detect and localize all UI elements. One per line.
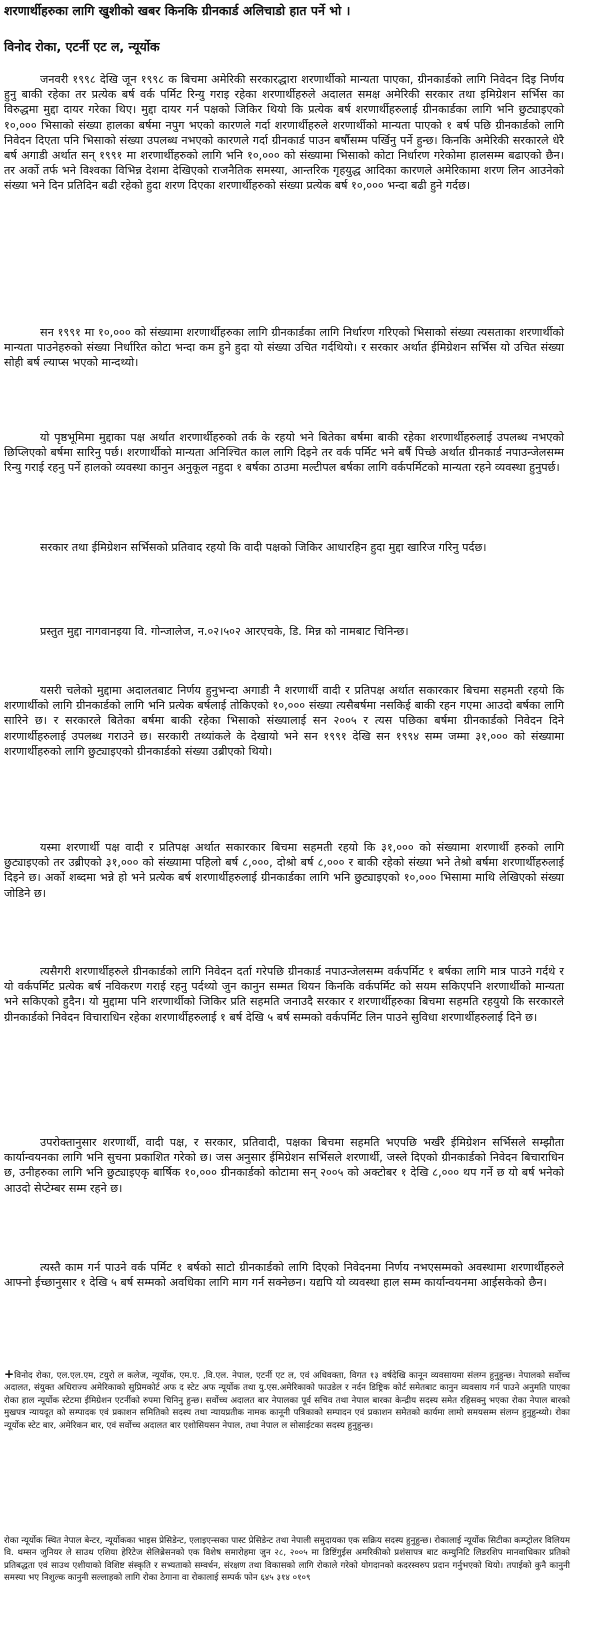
footnote-marker: +: [4, 1367, 15, 1381]
paragraph-8: त्यसैगरी शरणार्थीहरुले ग्रीनकार्डको लागि निवेदन दर्ता गरेपछि ग्रीनकार्ड नपाउन्जेलसम्म वर्कपर्मिट १ बर्षका लागि मात्र पाउने गर्दथे र यो वर्कपर्मिट प्रत्येक बर्ष नविकरण गराई रहनु पर्दथ्यो जुन कानुन सम्मत थियन किनकि वर्कपर्मिट को सयम सकिएपनि शरणार्थीको मान्यता भने सकिएको हुदैन। यो मुद्दामा पनि शरणार्थीको जिकिर प्रति सहमति जनाउदै सरकार र शरणार्थीहरुका बिचमा सहमति रहयुयो कि सरकारले ग्रीनकार्डको निवेदन विचाराधिन रहेका शरणार्थीहरुलाई १ बर्ष देखि ५ बर्ष सम्मको वर्कपर्मिट लिन पाउने सुविधा शरणार्थीहरुलाई दिने छ।: [4, 965, 564, 1024]
paragraph-2: सन १९९१ मा १०,००० को संख्यामा शरणार्थीहरुका लागि ग्रीनकार्डका लागि निर्धारण गरिएको भिसाको संख्या त्यसताका शरणार्थीको मान्यता पाउनेहरुको संख्या निर्धारित कोटा भन्दा कम हुने हुदा यो संख्या उचित गर्दथियो। र सरकार अर्थात ईमिग्रेशन सर्भिस यो उचित संख्या सोही बर्ष ल्याप्स भएको मान्दथ्यो।: [4, 326, 564, 370]
paragraph-1: जनवरी १९९८ देखि जून १९९८ क बिचमा अमेरिकी सरकारद्धारा शरणार्थीको मान्यता पाएका, ग्रीनकार्डको लागि निवेदन दिइ निर्णय हुनु बाकी रहेका तर प्रत्येक बर्ष वर्क पर्मिट रिन्यु गराइ रहेका शरणार्थीहरुले अदालत समक्ष अमेरिकी सरकार तथा इमिग्रेशन सर्भिस का विरुद्धमा मुद्दा दायर गरेका थिए। मुद्दा दायर गर्न पक्षको जिकिर थियो कि प्रत्येक बर्ष शरणार्थीहरुलाई ग्रीनकार्डका लागि भनि छुट्याइएको १०,००० भिसाको संख्या हालका बर्षमा नपुग भएको कारणले गर्दा शरणार्थीहरुले शरणार्थीको मान्यता पाएको १ बर्ष पछि ग्रीनकार्डको लागि निवेदन दिएता पनि भिसाको संख्या उपलब्ध नभएको कारणले गर्दा ग्रीनकार्ड पाउन बर्षौसम्म पर्खिनु पर्ने हुन्छ। किनकि अमेरिकी सरकारले धेरै बर्ष अगाडी अर्थात सन् १९९१ मा शरणार्थीहरुको लागि भनि १०,००० को संख्यामा भिसाको कोटा निर्धारण गरेकोमा हालसम्म बढाएको छैन। तर अर्को तर्फ भने विश्वका विभिन्न देशमा देखिएको राजनैतिक समस्या, आन्तरिक गृहयुद्ध आदिका कारणले अमेरिकामा शरण लिन आउनेको संख्या भने दिन प्रतिदिन बढी रहेको हुदा शरण दिएका शरणार्थीहरुको संख्या प्रत्येक बर्ष १०,००० भन्दा बढी हुने गर्दछ।: [4, 73, 564, 193]
paragraph-7: यस्मा शरणार्थी पक्ष वादी र प्रतिपक्ष अर्थात सकारकार बिचमा सहमती रहयो कि ३१,००० को संख्यामा शरणार्थी हरुको लागि छुट्याइएको तर उब्रीएको ३१,००० को संख्यामा पहिलो बर्ष ८,०००, दोश्रो बर्ष ८,००० र बाकी रहेको संख्या भने तेश्रो बर्षमा शरणार्थीहरुलाई दिइने छ। अर्को शब्दमा भन्ने हो भने प्रत्येक बर्ष शरणार्थीहरुलाई ग्रीनकार्डका लागि भनि छुट्याइएको १०,००० भिसामा माथि लेखिएको संख्या जोडिने छ।: [4, 841, 564, 900]
paragraph-5: प्रस्तुत मुद्दा नागवानइया वि. गोन्जालेज, न.०२।५०२ आरएचके, डि. मिन्न को नामबाट चिनिन्छ।: [40, 625, 409, 638]
paragraph-6: यसरी चलेको मुद्दामा अदालतबाट निर्णय हुनुभन्दा अगाडी नै शरणार्थी वादी र प्रतिपक्ष अर्थात सकारकार बिचमा सहमती रहयो कि शरणार्थीको लागि ग्रीनकार्डको लागि भनि प्रत्येक बर्षलाई तोकिएको १०,००० संख्या त्यसैबर्षमा नसकिई बाकी रहन गएमा आउदो बर्षका लागि सारिने छ। र सरकारले बितेका बर्षमा बाकी रहेका भिसाको संख्यालाई सन २००५ र त्यस पछिका बर्षमा ग्रीनकार्डको निवेदन दिने शरणार्थीहरुलाई उपलब्ध गराउने छ। सरकारी तथ्यांकले के देखायो भने सन १९९१ देखि सन १९९४ सम्म जम्मा ३१,००० को संख्यामा शरणार्थीहरुको लागि छुट्याइएको ग्रीनकार्डको संख्या उब्रीएको थियो।: [4, 684, 564, 758]
paragraph-9: उपरोक्तानुसार शरणार्थी, वादी पक्ष, र सरकार, प्रतिवादी, पक्षका बिचमा सहमति भएपछि भर्खरै ईमिग्रेशन सर्भिसले सम्झौता कार्यान्वयनका लागि भनि सुचना प्रकाशित गरेको छ। जस अनुसार ईमिग्रेशन सर्भिसले शरणार्थी, जस्ले दिएको ग्रीनकार्डको निवेदन बिचाराधिन छ, उनीहरुका लागि भनि छुट्याइएकृ बार्षिक १०,००० ग्रीनकार्डको कोटामा सन् २००५ को अक्टोबर १ देखि ८,००० थप गर्ने छ यो बर्ष भनेको आउदो सेप्टेम्बर सम्म रहने छ।: [4, 1136, 564, 1195]
footnote-author-bio: [4, 1368, 570, 1432]
paragraph-10: त्यस्तै काम गर्न पाउने वर्क पर्मिट १ बर्षको साटो ग्रीनकार्डको लागि दिएको निवेदनमा निर्णय नभएसम्मको अवस्थामा शरणार्थीहरुले आफ्नो ईच्छानुसार १ देखि ५ बर्ष सम्मको अवधिका लागि माग गर्न सक्नेछन। यद्यपि यो व्यवस्था हाल सम्म कार्यान्वयनमा आईसकेको छैन।: [4, 1261, 564, 1290]
footnote-text-2: रोका न्यूर्योक स्थित नेपाल बेन्टर, न्यूर्योकका भाइस प्रेसिडेन्ट, एलाइएन्सका पास्ट प्रेसिडेन्ट तथा नेपाली समुदायका एक सक्रिय सदस्य हुनुहुन्छ। रोकालाई न्यूर्योक सिटीका कम्प्ट्रोलर विलियम वि. थम्सन जुनियर ले साउथ एशिया हेरिटेज सेलिब्रेसनको एक विशेष समारोहमा जुन २८, २००५ मा डिष्टिंगुईस अमरिकीको प्रशंसापत्र बाट कम्युनिटि लिडरशिप मानवाधिकार प्रतिको प्रतिबद्धता एवं साउथ एशीयाको विशिष्ट संस्कृति र सभ्यताको सम्वर्धन, संरक्षण तथा विकासको लागि रोकाले गरेको योगदानको कदरस्वरुप प्रदान गर्नुभएको थियो। तपाईको कुनै कानुनी समस्या भए निशुल्क कानुनी सल्लाहको लागि रोका ठेगाना वा रोकालाई सम्पर्क फोन ६४५ ३१४ ०१०९: [4, 1536, 571, 1584]
footnote-community: [4, 1535, 570, 1585]
article-byline: विनोद रोका, एटर्नी एट ल, न्यूर्योक: [4, 39, 160, 54]
paragraph-4: सरकार तथा ईमिग्रेशन सर्भिसको प्रतिवाद रहयो कि वादी पक्षको जिकिर आधारहिन हुदा मुद्दा खारिज गरिनु पर्दछ।: [40, 541, 487, 554]
article-title: शरणार्थीहरुका लागि खुशीको खबर किनकि ग्रीनकार्ड अलिचाडो हात पर्ने भो ।: [4, 3, 351, 18]
footnote-text-1: विनोद रोका, एल.एल.एम, टयुरो ल कलेज, न्यूर्योक, एम.ए. ,वि.एल. नेपाल, एटर्नी एट ल, एवं अधिवक्ता, विगत १३ वर्षदेखि कानून व्यवसायमा संलग्न हुनुहुन्छ। नेपालको सर्वोच्च अदालत, संयुक्त अधिराज्य अमेरिकाको सुप्रिमकोर्ट अफ द स्टेट अफ न्यूर्योक तथा यु.एस.अमेरिकाको फाउडेल र नर्दन डिष्ट्रिक कोर्ट समेतबाट कानुन व्यवसाय गर्न पाउने अनुमति पाएका रोका हाल न्यूर्योक स्टेटमा ईमिग्रेशन एटर्नीको रुपमा चिनिनु हुन्छ। सर्वोच्च अदालत बार नेपालका पूर्व सचिव तथा नेपाल बारका केन्द्रीय सदस्य समेत रहिसक्नु भएका रोका नेपाल बारको मुखपत्र न्यायदूत को सम्पादक एवं प्रकाशन समितिको सदस्य तथा न्यायप्रतीक नामक कानूनी पत्रिकाको सम्पादन एवं प्रकाशन समेतको कार्यमा लामो समयसम्म संलग्न हुनुहुन्थ्यो। रोका न्यूर्योक स्टेट बार, अमेरिकन बार, एवं सर्वोच्च अदालत बार एशोसियसन नेपाल, तथा नेपाल ल सोसाईटका सदस्य हुनुहुन्छ।: [4, 1371, 570, 1431]
paragraph-3: यो पृष्ठभूमिमा मुद्दाका पक्ष अर्थात शरणार्थीहरुको तर्क के रहयो भने बितेका बर्षमा बाकी रहेका शरणार्थीहरुलाई उपलब्ध नभएको छिप्लिएको बर्षमा सारिनु पर्छ। शरणार्थीको मान्यता अनिश्चित काल लागि दिइने तर वर्क पर्मिट भने बर्षै पिच्छे अर्थात ग्रीनकार्ड नपाउन्जेलसम्म रिन्यु गराई रहनु पर्ने हालको व्यवस्था कानुन अनुकूल नहुदा १ बर्षका ठाउमा मल्टीपल बर्षका लागि वर्कपर्मिटको मान्यता रहने व्यवस्था हुनुपर्छ।: [4, 431, 564, 475]
